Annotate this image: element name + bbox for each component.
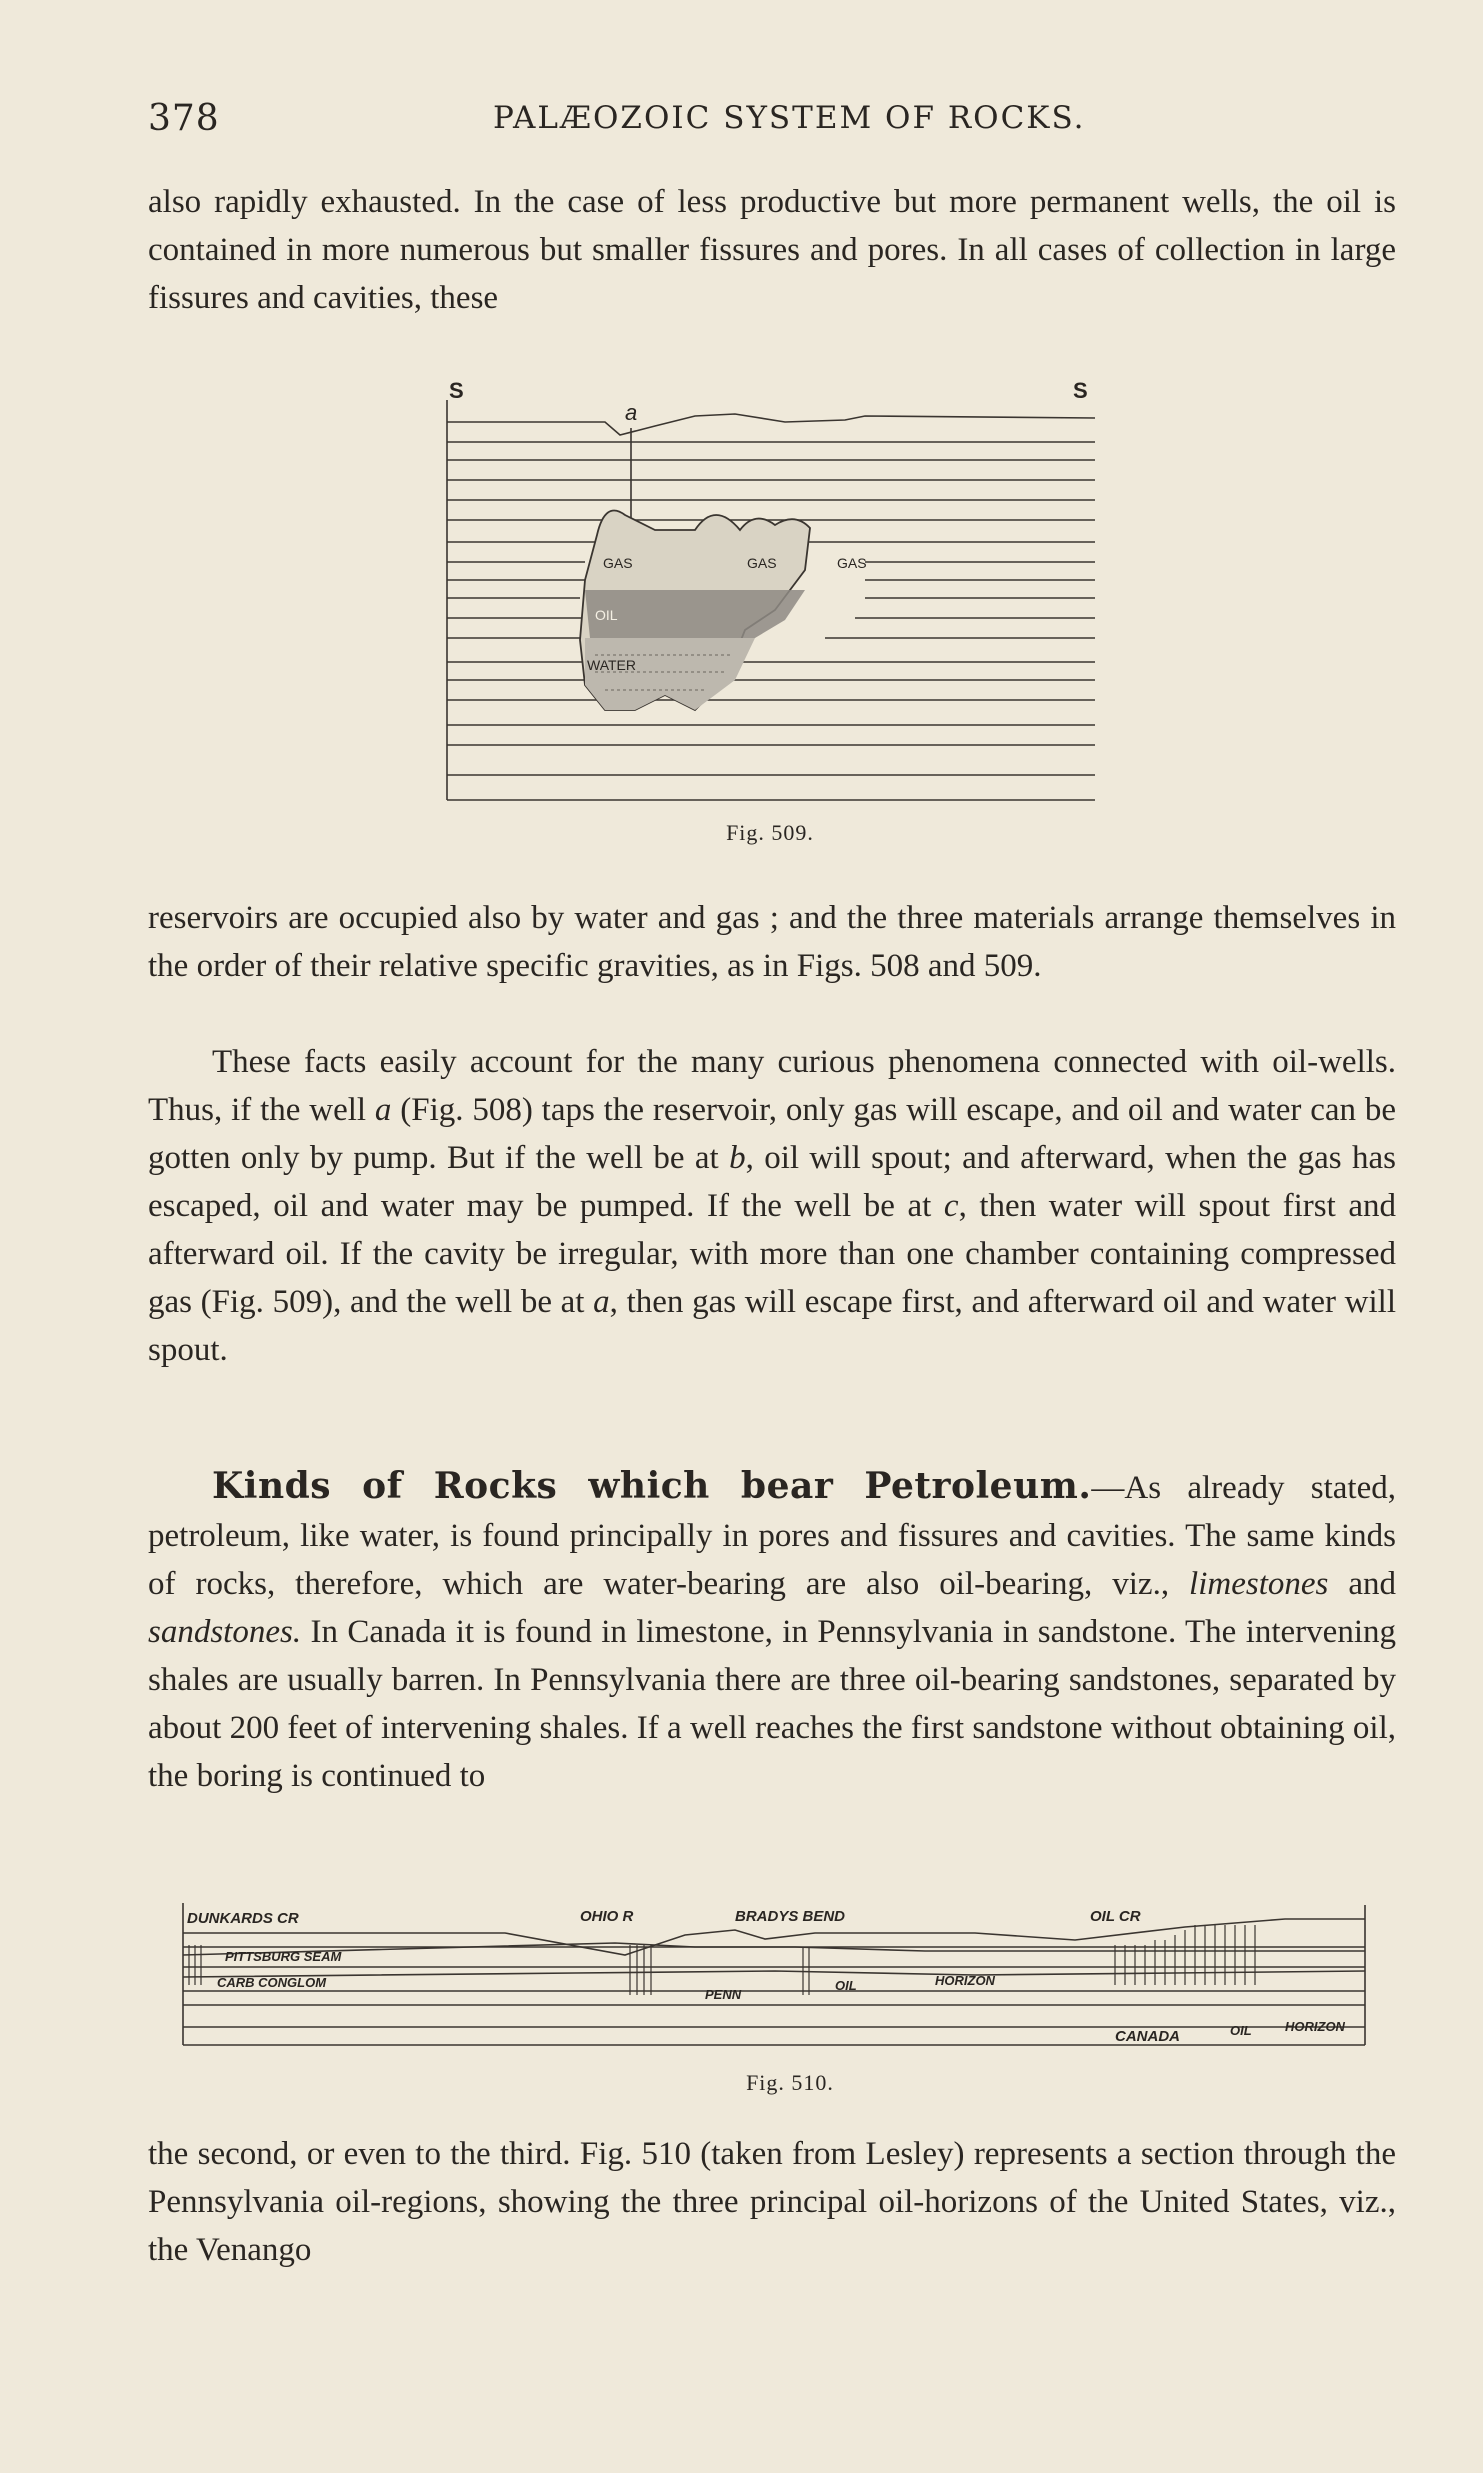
p4-italic-sandstones: sandstones. xyxy=(148,1614,302,1650)
paragraph-2: reservoirs are occupied also by water and gas ; and the three materials arrange themselves in the order of their relative specific gravities, as in Figs. 508 and 509. xyxy=(148,900,1396,984)
label-canada-horizon: HORIZON xyxy=(1285,2019,1345,2034)
figure-509-drawing xyxy=(445,380,1105,810)
label-s-right: S xyxy=(1073,380,1088,403)
label-ohio: OHIO R xyxy=(580,1908,634,1925)
p4-text-1: —As already stated, petroleum, like water, is found principally in pores and fissures and cavities. The same kinds of rocks, therefore, which are water-bearing are also oil-bearing, viz., xyxy=(148,1470,1396,1602)
p4-text-2: and xyxy=(1328,1566,1396,1602)
page-header xyxy=(148,98,1398,148)
p4-text-3: In Canada it is found in limestone, in Pennsylvania in sandstone. The intervening shales are usually barren. In Pennsylvania there are three oil-bearing sandstones, separated by about 200 feet of intervening shales. If a well reaches the first sandstone without obtaining oil, the boring is continued to xyxy=(148,1614,1396,1794)
p3-text-2: (Fig. 508) taps the reservoir, only gas will escape, and oil and water can be gotten only by pump. But if the well be at xyxy=(148,1092,1396,1176)
label-water: WATER xyxy=(587,657,636,673)
p4-italic-limestones: limestones xyxy=(1189,1566,1329,1602)
label-gas-3: GAS xyxy=(837,555,867,571)
label-carb: CARB CONGLOM xyxy=(217,1975,327,1990)
label-oil: OIL xyxy=(835,1978,857,1993)
label-s-left: S xyxy=(449,380,464,403)
paragraph-4 xyxy=(148,1462,1396,1800)
p3-text-3: , oil will spout; and afterward, when the gas has escaped, oil and water may be pumped. If the well be at xyxy=(148,1140,1396,1224)
label-pittsburg: PITTSBURG SEAM xyxy=(225,1949,342,1964)
label-gas-1: GAS xyxy=(603,555,633,571)
p3-italic-a: a xyxy=(374,1092,392,1128)
paragraph-1: also rapidly exhausted. In the case of less productive but more permanent wells, the oil is contained in more numerous but smaller fissures and pores. In all cases of collection in large fissures and cavities, these xyxy=(148,184,1396,316)
label-oil: OIL xyxy=(595,607,618,623)
p3-text-1: These facts easily account for the many curious phenomena connected with oil-wells. Thus, if the well xyxy=(148,1044,1396,1128)
running-title: PALÆOZOIC SYSTEM OF ROCKS. xyxy=(493,100,1086,136)
figure-510-drawing xyxy=(175,1895,1370,2055)
section-heading: Kinds of Rocks which bear Petroleum. xyxy=(212,1465,1092,1507)
paragraph-3 xyxy=(148,1038,1396,1374)
oil-zone xyxy=(585,590,805,638)
label-penn: PENN xyxy=(705,1987,742,2002)
p3-text-4: , then water will spout first and afterward oil. If the cavity be irregular, with more than one chamber containing compressed gas (Fig. 509), and the well be at xyxy=(148,1188,1396,1320)
label-horizon: HORIZON xyxy=(935,1973,995,1988)
label-a: a xyxy=(625,400,638,425)
p3-italic-b: b xyxy=(729,1140,746,1176)
page-number: 378 xyxy=(148,98,220,139)
paragraph-5: the second, or even to the third. Fig. 510 (taken from Lesley) represents a section through the Pennsylvania oil-regions, showing the three principal oil-horizons of the United States, viz., the Venango xyxy=(148,2136,1396,2268)
label-canada-oil: OIL xyxy=(1230,2023,1252,2038)
label-bradys: BRADYS BEND xyxy=(735,1908,846,1925)
p3-text-5: , then gas will escape first, and afterward oil and water will spout. xyxy=(148,1284,1396,1368)
figure-509 xyxy=(445,380,1105,810)
label-gas-2: GAS xyxy=(747,555,777,571)
label-oil-cr: OIL CR xyxy=(1090,1908,1141,1925)
figure-509-caption: Fig. 509. xyxy=(726,820,814,845)
label-canada: CANADA xyxy=(1115,2028,1180,2045)
figure-510 xyxy=(175,1895,1370,2055)
p3-italic-c: c xyxy=(943,1188,959,1224)
p3-italic-a2: a xyxy=(593,1284,610,1320)
label-dunkards: DUNKARDS CR xyxy=(187,1910,299,1927)
figure-510-caption: Fig. 510. xyxy=(746,2070,834,2095)
